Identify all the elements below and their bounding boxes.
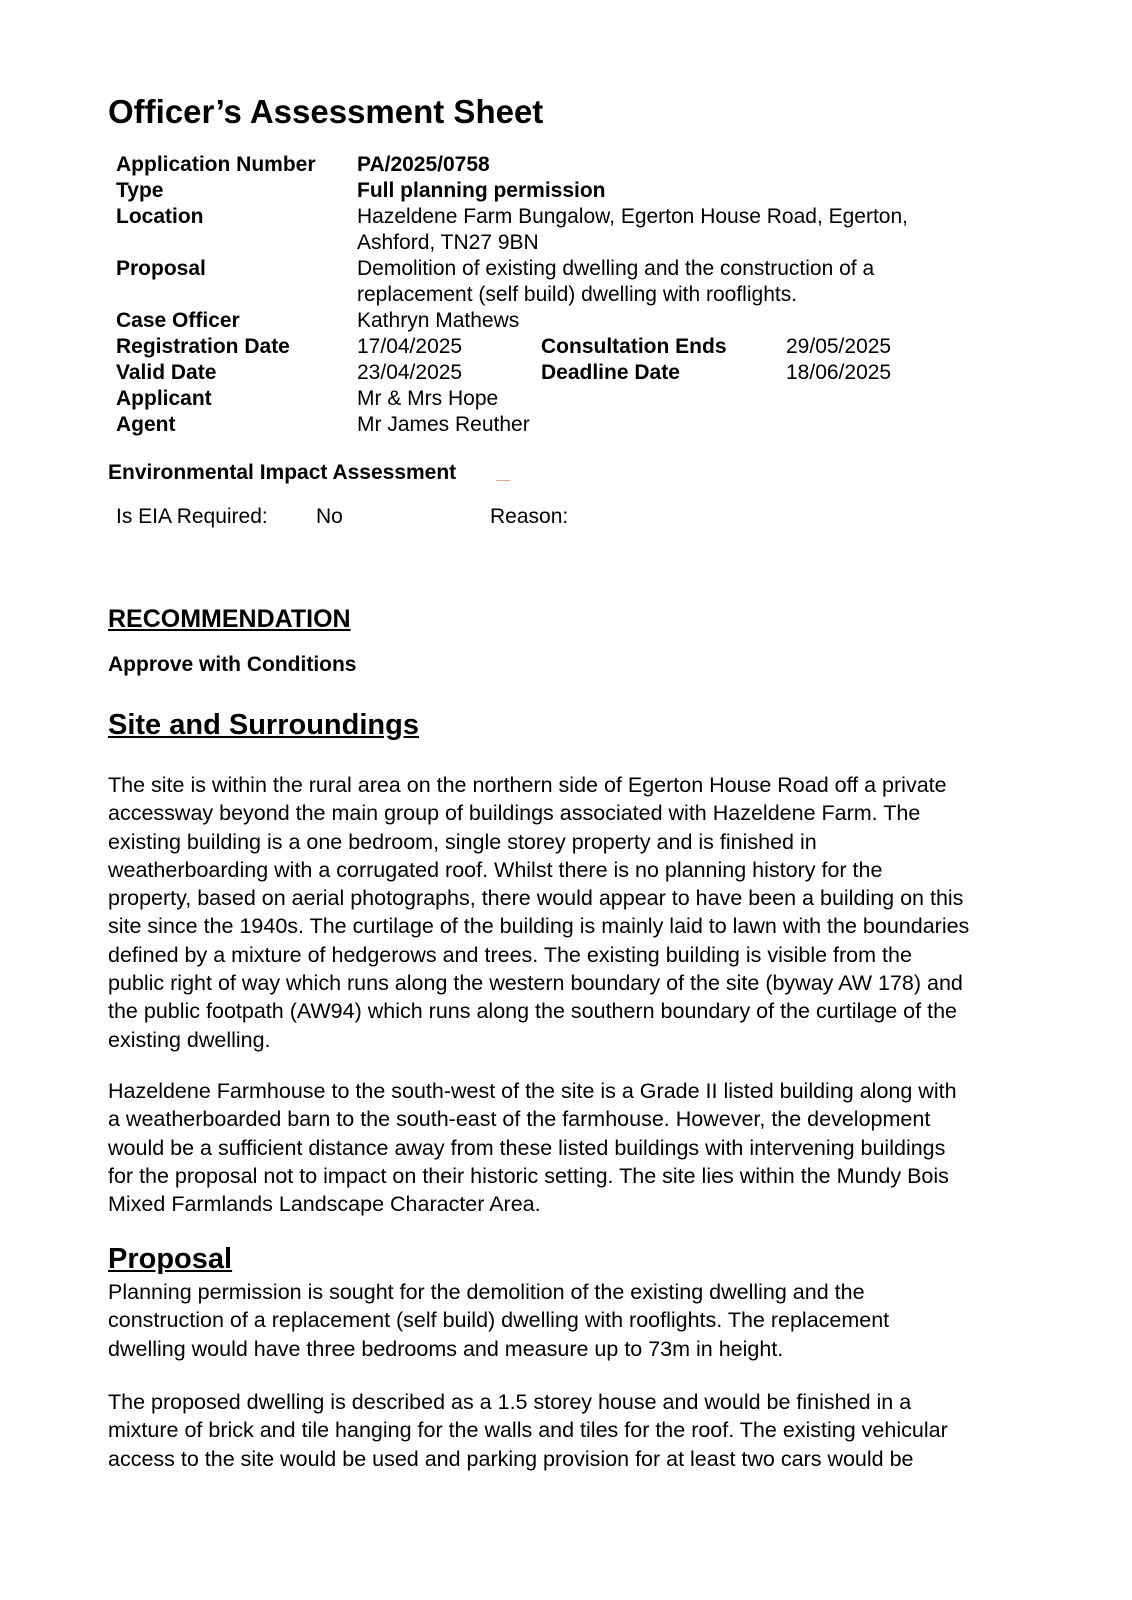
text-line: defined by a mixture of hedgerows and trees. The existing building is visible from the — [108, 942, 912, 967]
valid-date-value: 23/04/2025 — [357, 361, 463, 384]
proposal-label: Proposal — [116, 257, 206, 280]
location-row — [116, 204, 977, 256]
eia-mark — [496, 480, 510, 481]
site-paragraph-1 — [108, 771, 1028, 1054]
site-paragraph-2 — [108, 1077, 1028, 1218]
text-line: accessway beyond the main group of buildings associated with Hazeldene Farm. The — [108, 801, 921, 826]
deadline-date-value: 18/06/2025 — [786, 361, 892, 384]
text-line: Hazeldene Farmhouse to the south-west of the site is a Grade II listed building along with — [108, 1079, 957, 1103]
location-value: Hazeldene Farm Bungalow, Egerton House Road, Egerton, Ashford, TN27 9BN — [357, 205, 908, 254]
text-line: Mixed Farmlands Landscape Character Area. — [108, 1192, 541, 1217]
text-line: would be a sufficient distance away from these listed buildings with intervening buildings — [108, 1135, 946, 1160]
case-officer-value: Kathryn Mathews — [357, 309, 520, 332]
text-line: existing building is a one bedroom, single storey property and is finished in — [108, 829, 817, 854]
text-line: The proposed dwelling is described as a 1.5 storey house and would be finished in a — [108, 1390, 912, 1414]
applicant-label: Applicant — [116, 387, 212, 410]
case-officer-label: Case Officer — [116, 309, 240, 332]
location-label: Location — [116, 205, 204, 228]
application-number-row — [116, 152, 977, 178]
eia-heading: Environmental Impact Assessment — [108, 461, 457, 484]
type-value: Full planning permission — [357, 179, 606, 202]
text-line: existing dwelling. — [108, 1027, 271, 1052]
applicant-row — [116, 386, 977, 412]
text-line: access to the site would be used and parking provision for at least two cars would be — [108, 1446, 914, 1471]
text-line: dwelling would have three bedrooms and measure up to 73m in height. — [108, 1336, 784, 1361]
applicant-value: Mr & Mrs Hope — [357, 387, 499, 410]
proposal-row — [116, 256, 977, 308]
application-number-value: PA/2025/0758 — [357, 153, 490, 176]
text-line: property, based on aerial photographs, there would appear to have been a building on this — [108, 886, 964, 911]
proposal-value: Demolition of existing dwelling and the construction of a replacement (self build) dwelling with rooflights. — [357, 257, 875, 306]
registration-date-row — [116, 334, 977, 360]
type-label: Type — [116, 179, 164, 202]
text-line: mixture of brick and tile hanging for the walls and tiles for the roof. The existing vehicular — [108, 1418, 948, 1443]
agent-label: Agent — [116, 413, 176, 436]
proposal-paragraph-1 — [108, 1278, 1028, 1363]
consultation-ends-value: 29/05/2025 — [786, 335, 892, 358]
valid-date-row — [116, 360, 977, 386]
consultation-ends-label: Consultation Ends — [541, 335, 727, 358]
deadline-date-label: Deadline Date — [541, 361, 680, 384]
agent-value: Mr James Reuther — [357, 413, 530, 436]
text-line: The site is within the rural area on the northern side of Egerton House Road off a private — [108, 773, 947, 797]
case-officer-row — [116, 308, 977, 334]
eia-reason-label: Reason: — [490, 505, 569, 528]
type-row — [116, 178, 977, 204]
application-details-table — [116, 152, 977, 438]
text-line: Planning permission is sought for the demolition of the existing dwelling and the — [108, 1280, 865, 1304]
text-line: the public footpath (AW94) which runs along the southern boundary of the curtilage of the — [108, 999, 957, 1024]
valid-date-label: Valid Date — [116, 361, 217, 384]
proposal-paragraph-2 — [108, 1388, 1028, 1473]
registration-date-value: 17/04/2025 — [357, 335, 463, 358]
recommendation-text: Approve with Conditions — [108, 653, 357, 676]
recommendation-heading: RECOMMENDATION — [108, 605, 351, 633]
eia-required-label: Is EIA Required: — [116, 505, 268, 528]
registration-date-label: Registration Date — [116, 335, 290, 358]
text-line: for the proposal not to impact on their historic setting. The site lies within the Mundy Bois — [108, 1163, 949, 1188]
agent-row — [116, 412, 977, 438]
text-line: site since the 1940s. The curtilage of the building is mainly laid to lawn with the boundaries — [108, 914, 970, 939]
proposal-heading: Proposal — [108, 1243, 233, 1275]
text-line: a weatherboarded barn to the south-east of the farmhouse. However, the development — [108, 1107, 931, 1132]
text-line: public right of way which runs along the western boundary of the site (byway AW 178) and — [108, 971, 963, 996]
page-title: Officer’s Assessment Sheet — [108, 93, 544, 130]
eia-required-value: No — [316, 505, 343, 528]
text-line: construction of a replacement (self build) dwelling with rooflights. The replacement — [108, 1308, 890, 1333]
text-line: weatherboarding with a corrugated roof. Whilst there is no planning history for the — [108, 857, 883, 882]
site-surroundings-heading: Site and Surroundings — [108, 709, 419, 741]
application-number-label: Application Number — [116, 153, 316, 176]
